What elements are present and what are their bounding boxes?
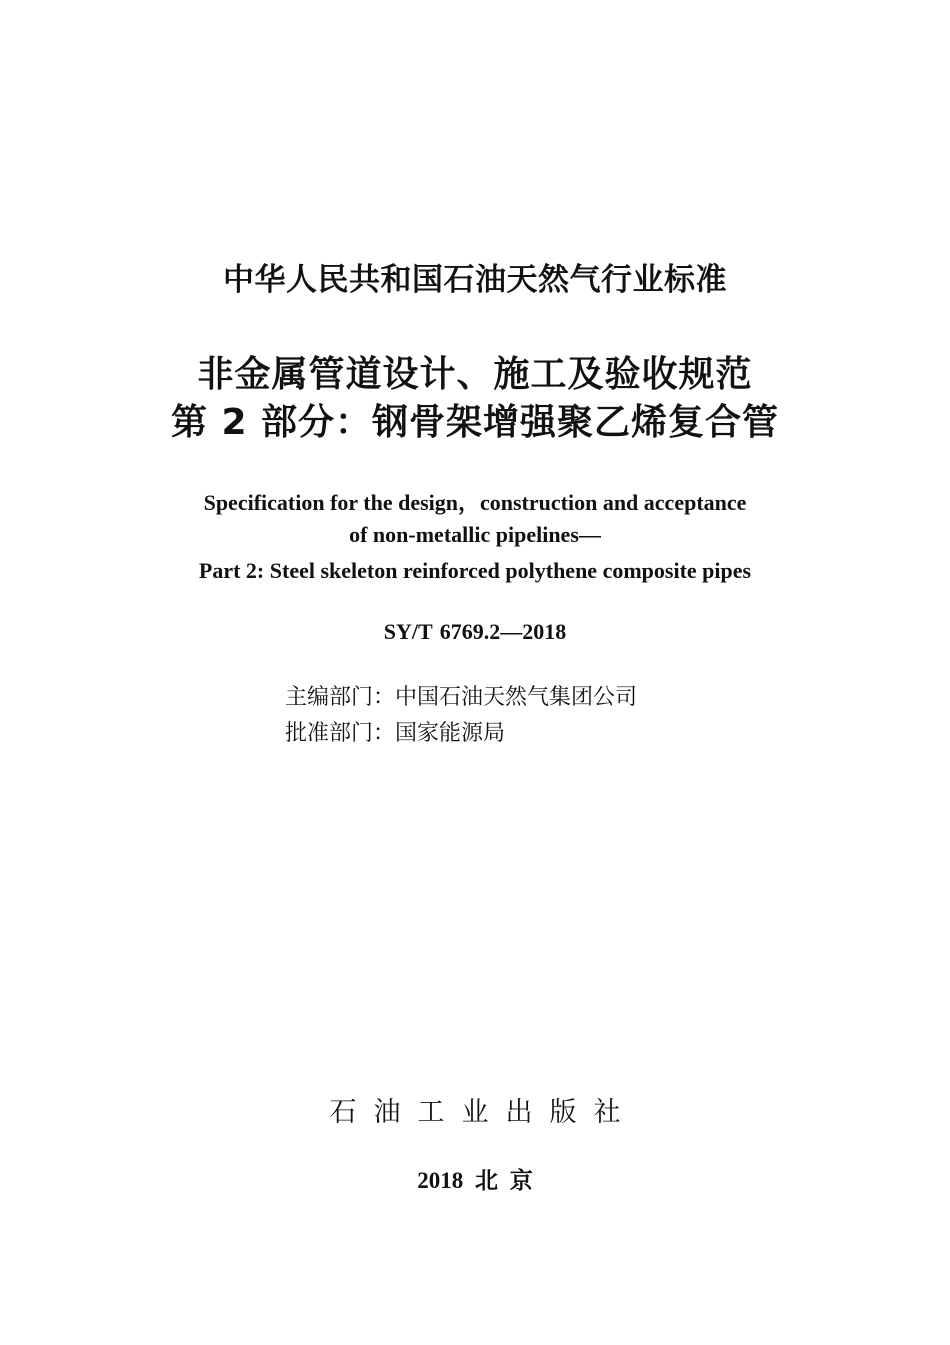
- title-chinese-line-1: 非金属管道设计、施工及验收规范: [197, 354, 753, 395]
- editor-department: 主编部门：中国石油天然气集团公司: [285, 685, 638, 710]
- approver-department: 批准部门：国家能源局: [285, 721, 506, 746]
- standard-number: SY/T 6769.2—2018: [383, 619, 567, 644]
- publisher-name: 石油工业出版社: [329, 1097, 638, 1128]
- title-english-line-1: Specification for the design，construction and acceptance: [203, 490, 747, 515]
- standard-category-heading: 中华人民共和国石油天然气行业标准: [223, 262, 727, 298]
- title-english-line-2: of non-metallic pipelines—: [349, 522, 601, 547]
- title-chinese-line-2: 第 2 部分：钢骨架增强聚乙烯复合管: [170, 402, 780, 443]
- title-english-line-3: Part 2: Steel skeleton reinforced polythene composite pipes: [198, 558, 752, 583]
- publication-year-city: 2018 北 京: [417, 1168, 533, 1193]
